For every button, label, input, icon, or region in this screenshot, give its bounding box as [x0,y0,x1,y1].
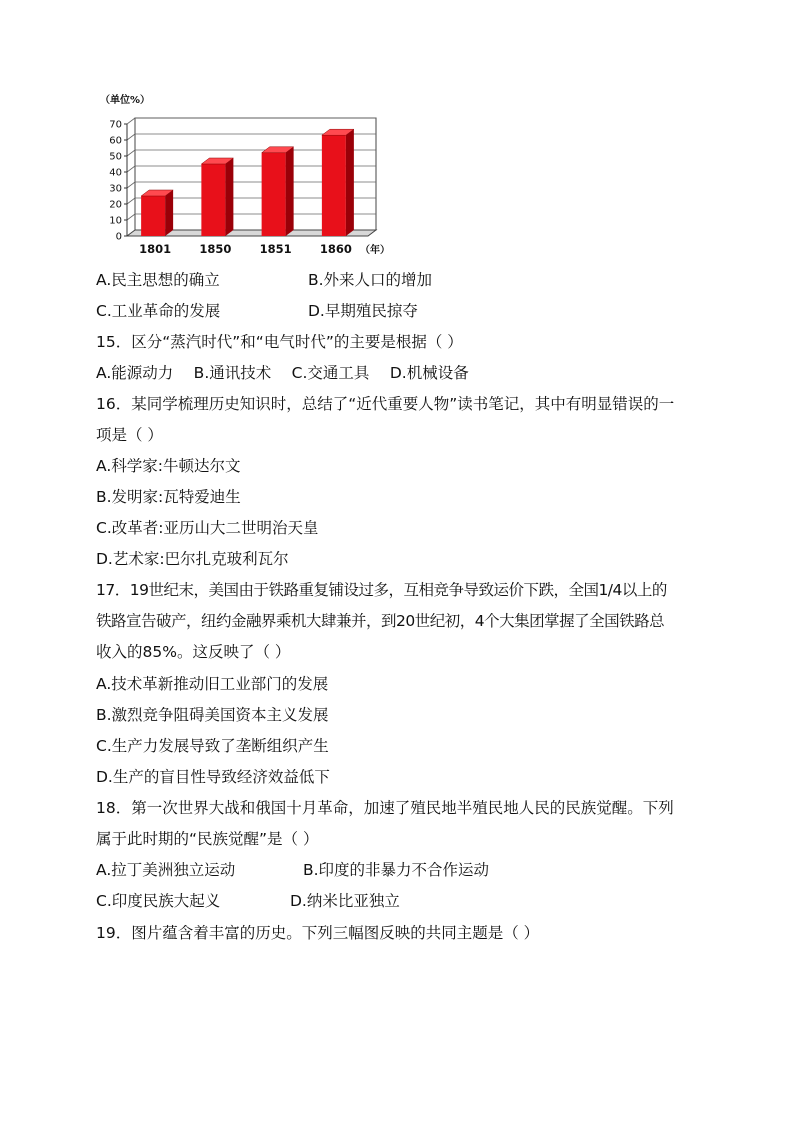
chart-unit-label: （单位%） [100,95,151,106]
chart-y-tick-label: 40 [109,167,122,179]
q15-options: A.能源动力 B.通讯技术 C.交通工具 D.机械设备 [96,364,469,382]
q16-option-d: D.艺术家:巴尔扎克玻利瓦尔 [96,550,289,568]
q16-option-c: C.改革者:亚历山大二世明治天皇 [96,519,319,537]
q17-option-b: B.激烈竞争阻碍美国资本主义发展 [96,706,329,724]
q17-option-d: D.生产的盲目性导致经济效益低下 [96,768,330,786]
q14-option-c: C.工业革命的发展 [96,302,221,320]
q18-option-a: A.拉丁美洲独立运动 [96,861,236,879]
chart-y-tick-label: 50 [109,151,122,163]
q17-stem-line-3: 收入的85%。这反映了（ ） [96,643,291,661]
q16-stem-line-1: 16．某同学梳理历史知识时，总结了“近代重要人物”读书笔记，其中有明显错误的一 [96,395,675,413]
chart-gridline-side [127,214,135,220]
chart-gridline-side [127,198,135,204]
chart-x-tick-label: 1860 [319,242,352,256]
bar-chart-svg [92,90,412,260]
chart-bar [322,135,346,236]
chart-y-tick-label: 60 [109,135,122,147]
chart-y-tick-label: 0 [115,231,122,243]
chart-bar-side [286,147,294,236]
chart-bar [201,164,225,236]
q18-option-b: B.印度的非暴力不合作运动 [303,861,490,879]
q14-option-row-2 [96,301,418,321]
q18-stem-line-1: 18．第一次世界大战和俄国十月革命，加速了殖民地半殖民地人民的民族觉醒。下列 [96,799,674,817]
q18-option-d: D.纳米比亚独立 [290,892,400,910]
q18-stem-line-2: 属于此时期的“民族觉醒”是（ ） [96,830,319,848]
chart-bar-side [165,190,173,236]
chart-gridline-side [127,166,135,172]
chart-gridline-side [127,150,135,156]
chart-gridline-side [127,182,135,188]
q18-option-row-2 [96,891,400,911]
chart-x-tick-label: 1851 [259,242,292,256]
chart-y-tick-label: 10 [109,215,122,227]
chart-gridline-side [127,118,135,124]
q14-option-d: D.早期殖民掠夺 [308,302,418,320]
q14-option-b: B.外来人口的增加 [308,271,433,289]
chart-bar-side [346,129,354,236]
q17-stem-line-2: 铁路宣告破产，纽约金融界乘机大肆兼并，到20世纪初，4个大集团掌握了全国铁路总 [96,612,665,630]
q18-option-row-1 [96,860,490,880]
bar-chart [92,90,412,260]
chart-y-tick-label: 20 [109,199,122,211]
q16-option-b: B.发明家:瓦特爱迪生 [96,488,241,506]
chart-x-tick-label: 1801 [139,242,172,256]
q14-option-row-1 [96,270,433,290]
q14-option-a: A.民主思想的确立 [96,271,220,289]
q17-option-a: A.技术革新推动旧工业部门的发展 [96,675,329,693]
chart-gridline-side [127,134,135,140]
q17-option-c: C.生产力发展导致了垄断组织产生 [96,737,329,755]
chart-x-tick-label: 1850 [199,242,232,256]
q15-stem: 15．区分“蒸汽时代”和“电气时代”的主要是根据（ ） [96,333,463,351]
chart-y-tick-label: 30 [109,183,122,195]
chart-y-tick-label: 70 [109,119,122,131]
chart-x-unit-label: （年） [360,245,390,256]
q19-stem: 19．图片蕴含着丰富的历史。下列三幅图反映的共同主题是（ ） [96,924,540,942]
q16-option-a: A.科学家:牛顿达尔文 [96,457,241,475]
chart-bar-side [225,158,233,236]
q18-option-c: C.印度民族大起义 [96,892,221,910]
q17-stem-line-1: 17．19世纪末，美国由于铁路重复铺设过多，互相竞争导致运价下跌，全国1/4以上的 [96,581,667,599]
chart-bar [141,196,165,236]
chart-bar [262,153,286,236]
q16-stem-line-2: 项是（ ） [96,426,163,444]
